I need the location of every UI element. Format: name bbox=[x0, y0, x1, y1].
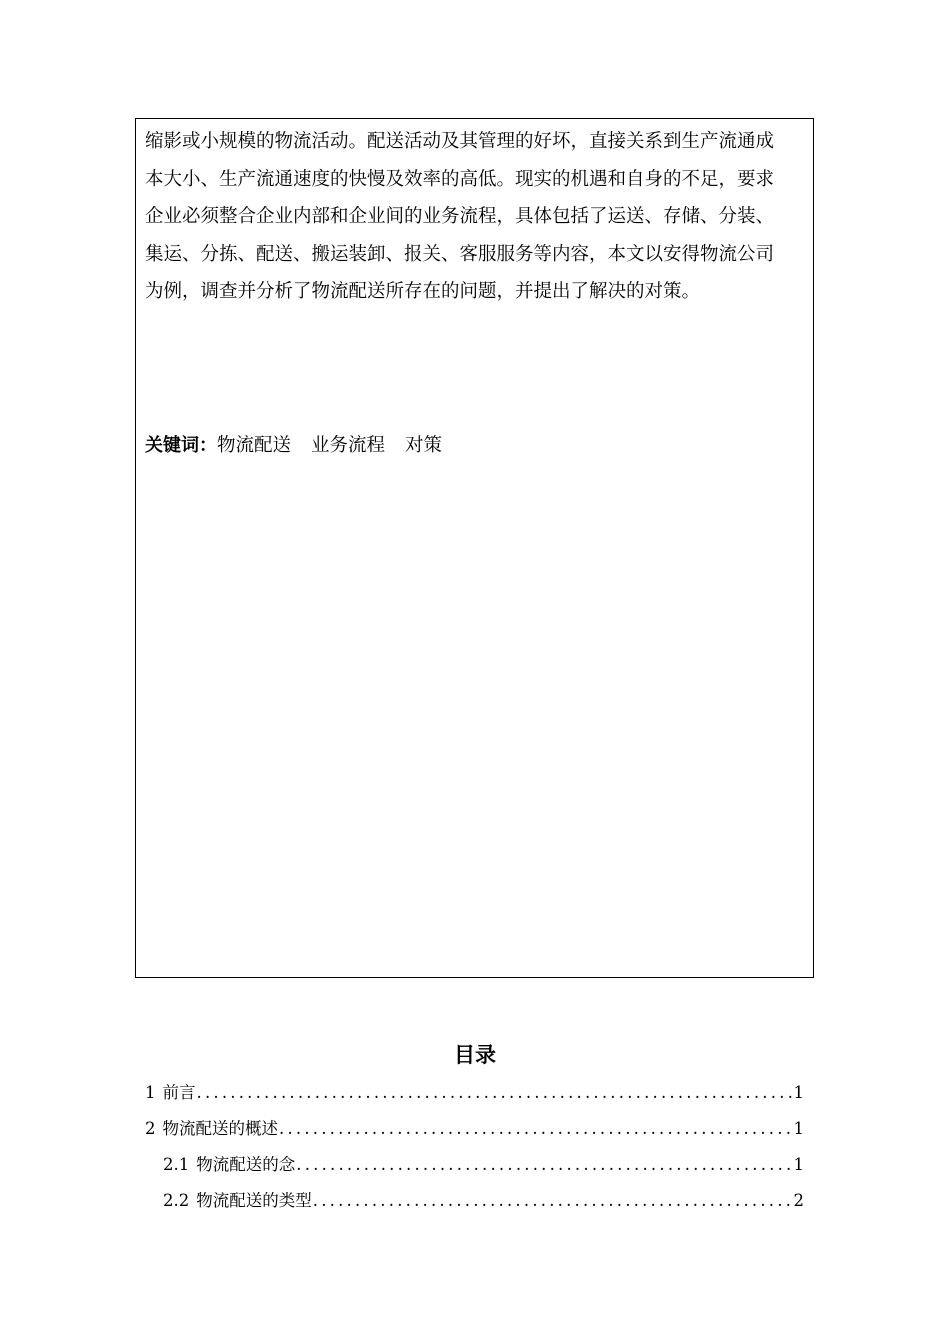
abstract-line: 为例，调查并分析了物流配送所存在的问题，并提出了解决的对策。 bbox=[145, 281, 701, 303]
toc-entry-page: 2 bbox=[793, 1191, 804, 1210]
toc-entry-page: 1 bbox=[793, 1155, 804, 1174]
toc-entry-title: 物流配送的概述 bbox=[162, 1119, 278, 1138]
toc-entry-number: 2.1 bbox=[163, 1155, 190, 1174]
toc-leader-dots bbox=[296, 1147, 791, 1183]
toc-entry-title: 物流配送的念 bbox=[196, 1155, 296, 1174]
toc-leader-dots bbox=[279, 1111, 792, 1147]
abstract-line: 缩影或小规模的物流活动。配送活动及其管理的好坏，直接关系到生产流通成 bbox=[145, 131, 775, 152]
keyword: 物流配送 bbox=[217, 435, 292, 456]
toc-entry-number: 2.2 bbox=[163, 1191, 190, 1210]
toc-entry[interactable] bbox=[163, 1183, 804, 1219]
abstract-line: 企业必须整合企业内部和企业间的业务流程，具体包括了运送、存储、分装、 bbox=[145, 206, 775, 228]
abstract-line: 本大小、生产流通速度的快慢及效率的高低。现实的机遇和自身的不足，要求 bbox=[145, 168, 775, 190]
toc-entry-page: 1 bbox=[793, 1119, 804, 1138]
toc-title: 目录 bbox=[454, 1043, 496, 1067]
toc-entry[interactable] bbox=[145, 1075, 804, 1111]
toc-leader-dots bbox=[313, 1183, 792, 1219]
keyword: 对策 bbox=[405, 435, 443, 456]
toc-entry-title: 物流配送的类型 bbox=[196, 1191, 312, 1210]
toc-entry-page: 1 bbox=[793, 1083, 804, 1102]
toc-entry-number: 1 bbox=[145, 1083, 156, 1102]
toc-entry-number: 2 bbox=[145, 1119, 156, 1138]
abstract-line: 集运、分拣、配送、搬运装卸、报关、客服服务等内容，本文以安得物流公司 bbox=[145, 243, 775, 265]
abstract-box bbox=[135, 118, 814, 978]
toc-leader-dots bbox=[197, 1075, 792, 1111]
toc-entry[interactable] bbox=[145, 1111, 804, 1147]
toc-entry-title: 前言 bbox=[162, 1083, 196, 1102]
keywords-row bbox=[145, 429, 442, 463]
toc-entry[interactable] bbox=[163, 1147, 804, 1183]
keyword: 业务流程 bbox=[311, 435, 386, 456]
keywords-label: 关键词： bbox=[145, 435, 217, 456]
abstract-body bbox=[145, 123, 807, 311]
